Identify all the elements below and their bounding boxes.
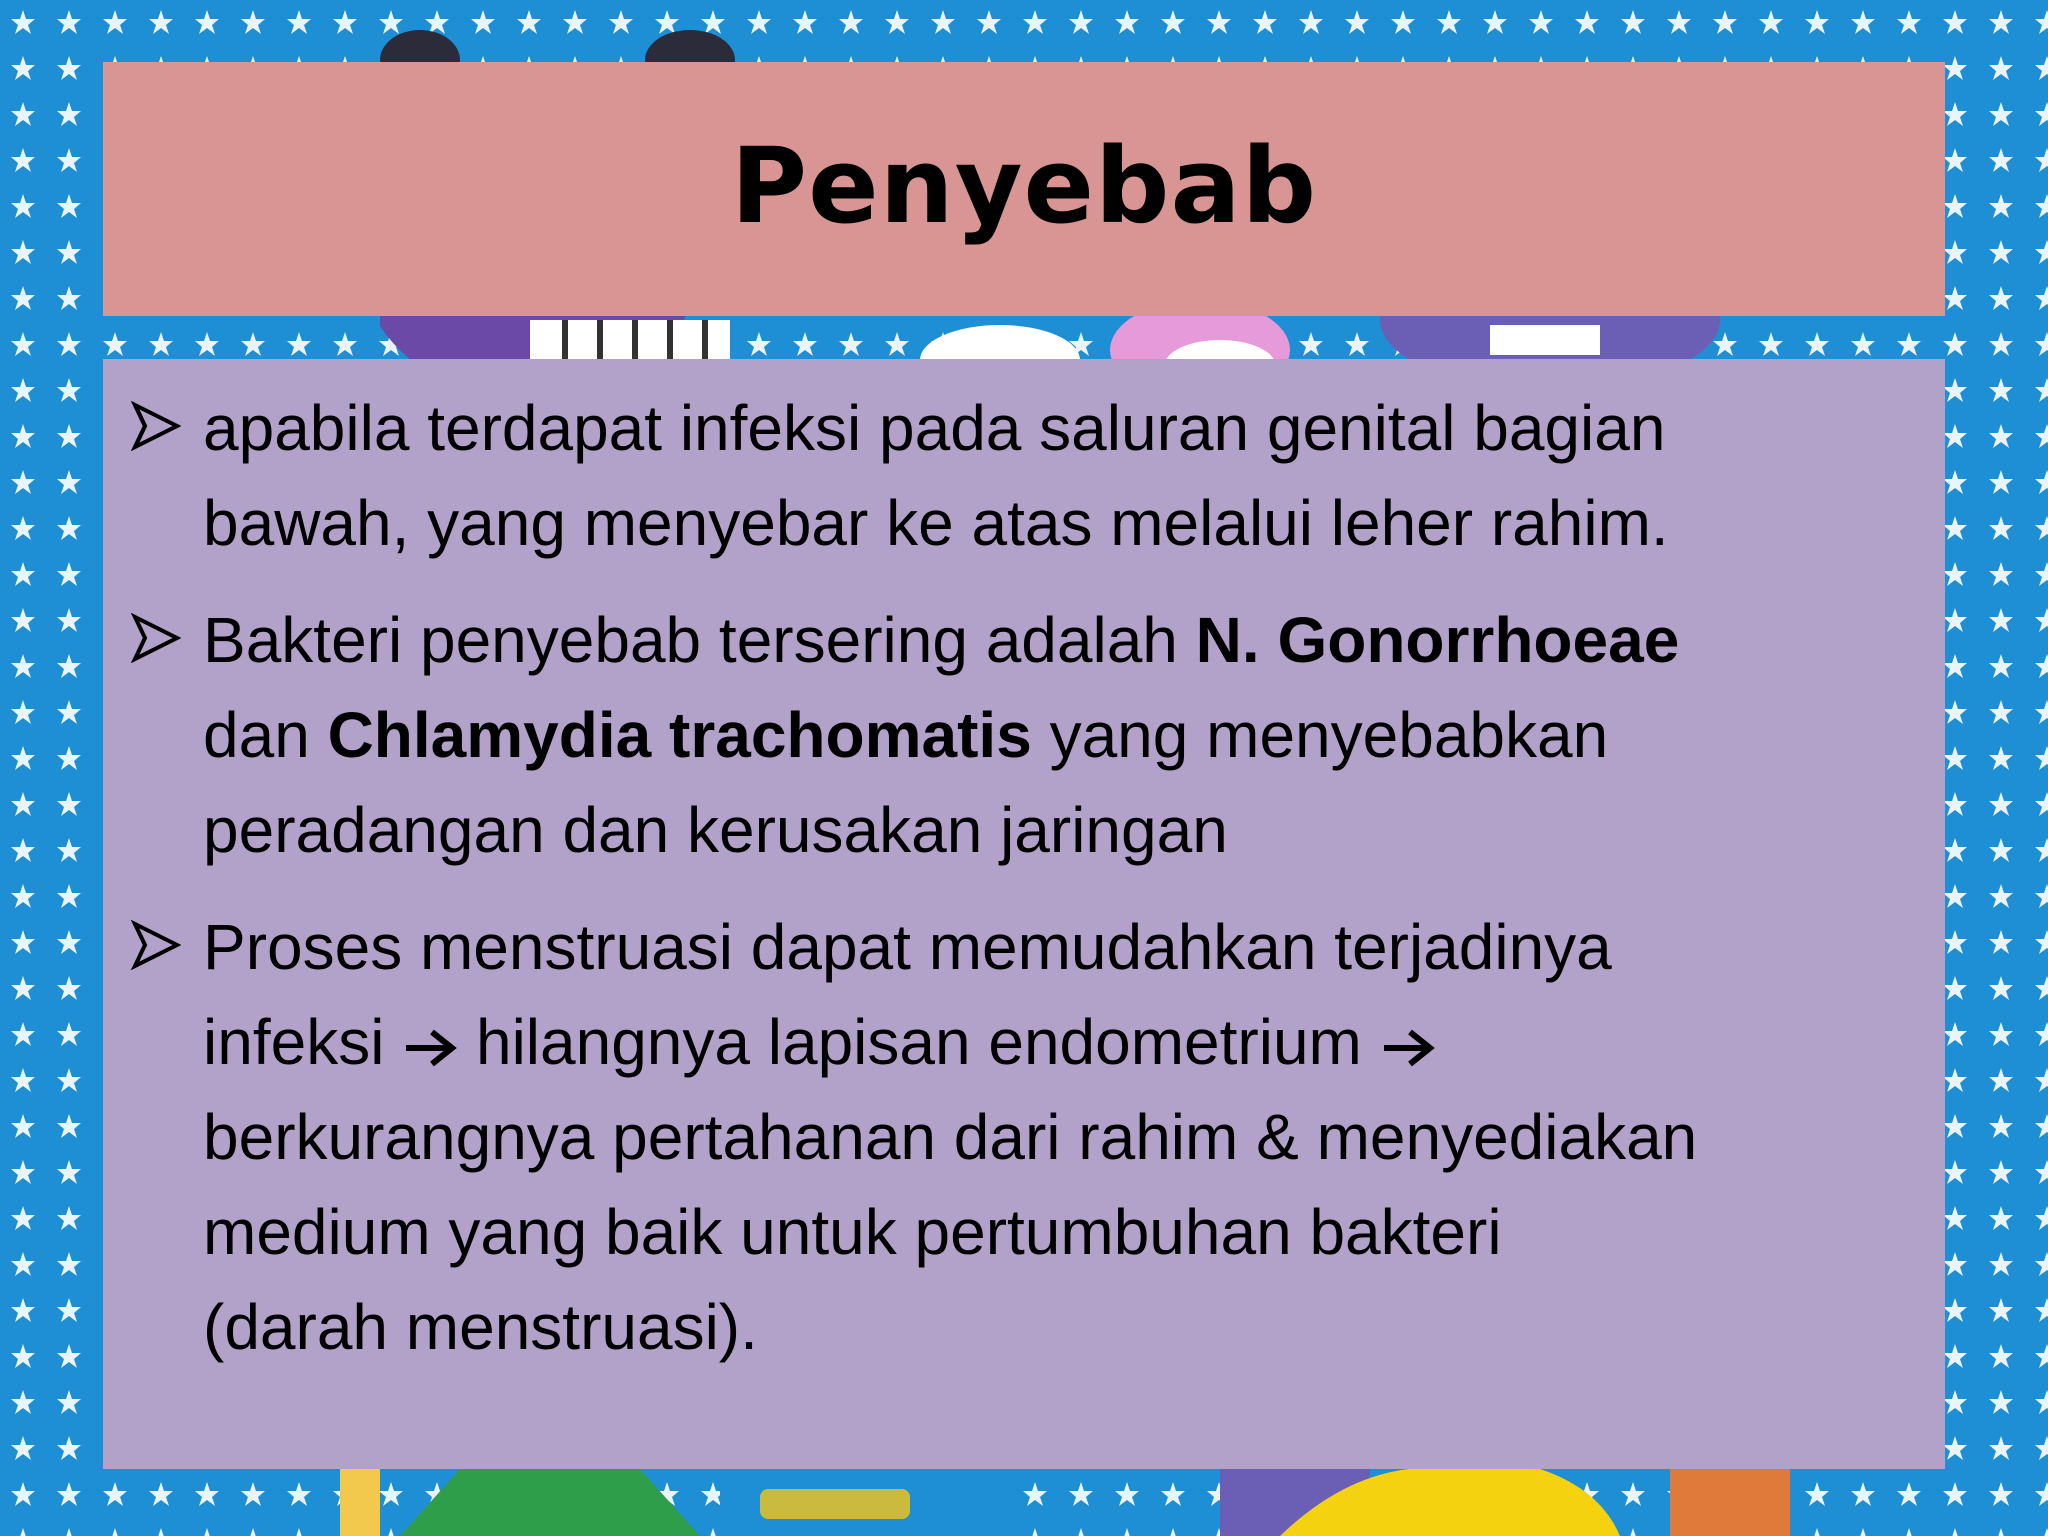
right-arrow-icon xyxy=(1380,1028,1436,1068)
bullet-item-3 xyxy=(131,900,1941,1375)
bullet-3-line-3: berkurangnya pertahanan dari rahim & menyediakan xyxy=(203,1101,1698,1173)
bullet-2-text-a: dan xyxy=(203,699,328,771)
bullet-3-line-2 xyxy=(203,995,1941,1090)
bacteria-name-gonorrhoeae: N. Gonorrhoeae xyxy=(1195,604,1680,676)
bullet-1-line-1: apabila terdapat infeksi pada saluran genital bagian xyxy=(203,392,1666,464)
slide-title: Penyebab xyxy=(730,125,1318,247)
bullet-2-line-3: peradangan dan kerusakan jaringan xyxy=(203,794,1228,866)
title-banner xyxy=(103,62,1945,316)
bullet-2-text-b: yang menyebabkan xyxy=(1031,699,1609,771)
bacteria-name-chlamydia: Chlamydia trachomatis xyxy=(327,699,1032,771)
bullet-list xyxy=(131,381,1941,1397)
bullet-3-line-5: (darah menstruasi). xyxy=(203,1291,758,1363)
bullet-2-text: Bakteri penyebab tersering adalah xyxy=(203,604,1196,676)
arrowhead-bullet-icon xyxy=(131,613,181,663)
arrowhead-bullet-icon xyxy=(131,920,181,970)
bullet-3-text-a: infeksi xyxy=(203,1006,403,1078)
arrowhead-bullet-icon xyxy=(131,401,181,451)
bullet-item-2 xyxy=(131,593,1941,878)
bullet-3-line-1: Proses menstruasi dapat memudahkan terjadinya xyxy=(203,911,1612,983)
bullet-3-line-4: medium yang baik untuk pertumbuhan bakteri xyxy=(203,1196,1502,1268)
content-panel xyxy=(103,359,1945,1469)
right-arrow-icon xyxy=(402,1028,458,1068)
cartoon-characters-bottom xyxy=(340,1469,1840,1536)
bullet-1-line-2: bawah, yang menyebar ke atas melalui leher rahim. xyxy=(203,487,1669,559)
bullet-2-line-1 xyxy=(203,593,1941,688)
bullet-item-1 xyxy=(131,381,1941,571)
bullet-2-line-2 xyxy=(203,688,1941,783)
bullet-3-text-b: hilangnya lapisan endometrium xyxy=(458,1006,1380,1078)
